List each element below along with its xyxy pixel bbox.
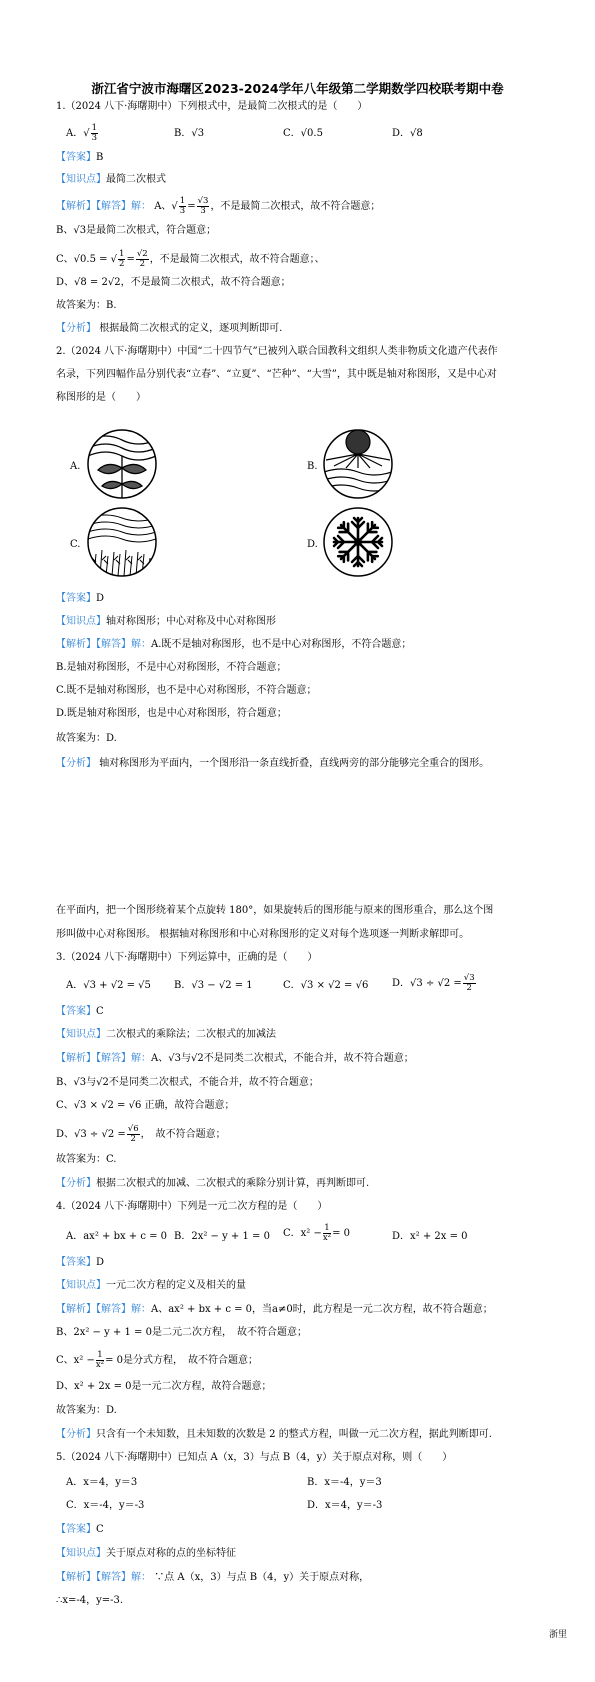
q5-option-c: C．x＝-4，y＝-3 <box>66 1500 145 1511</box>
q4-option-d: D．x² + 2x = 0 <box>392 1231 468 1242</box>
q3-solution-a: 【解析】【解答】解：A、√3与√2不是同类二次根式，不能合并，故不符合题意； <box>56 1053 414 1064</box>
q1-option-b: B．√3 <box>174 128 205 139</box>
q2-stem-line3: 称图形的是（ ） <box>56 392 146 403</box>
q1-solution-d: D、√8 = 2√2，不是最简二次根式，故不符合题意； <box>56 277 291 288</box>
q4-solution-d: D、x² + 2x = 0是一元二次方程，故符合题意； <box>56 1381 272 1392</box>
q2-stem-line1: 2.（2024 八下·海曙期中）中国“二十四节气”已被列入联合国教科文组织人类非物质文化遗产代表作 <box>56 346 498 357</box>
q4-option-b: B．2x² − y + 1 = 0 <box>174 1231 270 1242</box>
q3-solution-c: C、√3 × √2 = √6 正确，故符合题意； <box>56 1100 235 1111</box>
q5-therefore: ∴x=-4，y=-3. <box>56 1595 124 1606</box>
q3-conclusion: 故答案为：C. <box>56 1154 117 1165</box>
q5-option-d: D．x＝4，y＝-3 <box>307 1500 383 1511</box>
q3-option-a: A．√3 + √2 = √5 <box>66 980 151 991</box>
q1-conclusion: 故答案为：B. <box>56 300 117 311</box>
q4-solution-b: B、2x² − y + 1 = 0是二元二次方程， 故不符合题意； <box>56 1327 307 1338</box>
q3-comment: 【分析】根据二次根式的加减、二次根式的乘除分别计算，再判断即可. <box>56 1178 370 1189</box>
q4-stem: 4.（2024 八下·海曙期中）下列是一元二次方程的是（ ） <box>56 1201 328 1212</box>
q2-solution-1: 【解析】【解答】解：A.既不是轴对称图形，也不是中心对称图形，不符合题意； <box>56 639 412 650</box>
q1-option-d: D．√8 <box>392 128 423 139</box>
q3-solution-d: D、√3 ÷ √2 = $\frac{√6}{2}$ ， 故不符合题意； <box>56 1124 226 1144</box>
q4-conclusion: 故答案为：D. <box>56 1405 117 1416</box>
q1-answer: 【答案】B <box>56 152 104 163</box>
q2-option-d-image <box>322 506 394 578</box>
q2-conclusion: 故答案为：D. <box>56 733 117 744</box>
q2-solution-3: C.既不是轴对称图形，也不是中心对称图形，不符合题意； <box>56 685 317 696</box>
q1-comment: 【分析】 根据最简二次根式的定义，逐项判断即可. <box>56 323 283 334</box>
q2-comment-1: 【分析】 轴对称图形为平面内，一个图形沿一条直线折叠，直线两旁的部分能够完全重合的图形。 <box>56 758 490 769</box>
q1-option-c: C．√0.5 <box>283 128 323 139</box>
q2-stem-line2: 名录，下列四幅作品分别代表“立春”、“立夏”、“芒种”、“大雪”，其中既是轴对称图形，又是中心对 <box>56 369 497 380</box>
q1-knowledge: 【知识点】最简二次根式 <box>56 174 166 185</box>
q3-knowledge: 【知识点】二次根式的乘除法；二次根式的加减法 <box>56 1029 276 1040</box>
q5-option-b: B．x＝-4，y＝3 <box>307 1477 382 1488</box>
q4-option-a: A．ax² + bx + c = 0 <box>66 1231 168 1242</box>
q3-answer: 【答案】C <box>56 1006 104 1017</box>
q5-stem: 5.（2024 八下·海曙期中）已知点 A（x，3）与点 B（4，y）关于原点对称，则（ ） <box>56 1452 453 1463</box>
q2-option-b-label: B. <box>307 461 318 472</box>
q4-knowledge: 【知识点】一元二次方程的定义及相关的量 <box>56 1280 246 1291</box>
q2-option-a-image <box>86 428 158 500</box>
q2-comment-3: 形叫做中心对称图形。 根据轴对称图形和中心对称图形的定义对每个选项逐一判断求解即可。 <box>56 929 470 940</box>
q2-comment-2: 在平面内，把一个图形绕着某个点旋转 180°，如果旋转后的图形能与原来的图形重合，那么这个图 <box>56 905 494 916</box>
q1-option-a: A．√ $\frac{1}{3}$ <box>66 123 98 143</box>
q4-answer: 【答案】D <box>56 1257 105 1268</box>
q5-option-a: A．x＝4，y＝3 <box>66 1477 138 1488</box>
q2-solution-4: D.既是轴对称图形，也是中心对称图形，符合题意； <box>56 708 287 719</box>
q3-option-b: B．√3 − √2 = 1 <box>174 980 253 991</box>
q4-solution-a: 【解析】【解答】解：A、ax² + bx + c = 0，当a≠0时，此方程是一元二次方程，故不符合题意； <box>56 1304 493 1315</box>
q2-option-c-image <box>86 506 158 578</box>
q2-answer: 【答案】D <box>56 593 105 604</box>
page-footer: 浙里 <box>548 1630 567 1640</box>
q4-comment: 【分析】只含有一个未知数，且未知数的次数是 2 的整式方程，叫做一元二次方程，据此判断即可. <box>56 1429 492 1440</box>
q2-option-d-label: D. <box>307 539 318 550</box>
q5-solution: 【解析】【解答】解： ∵点 A（x，3）与点 B（4，y）关于原点对称， <box>56 1572 370 1583</box>
q1-stem: 1.（2024 八下·海曙期中）下列根式中，是最简二次根式的是（ ） <box>56 101 368 112</box>
q4-option-c: C．x² − $\frac{1}{\text{x²}}$ = 0 <box>283 1223 350 1243</box>
q4-solution-c: C、x² − $\frac{1}{\text{x²}}$ = 0是分式方程， 故不符合题意； <box>56 1350 258 1370</box>
q1-solution-b: B、√3是最简二次根式，符合题意； <box>56 225 217 236</box>
q2-solution-2: B.是轴对称图形，不是中心对称图形，不符合题意； <box>56 662 287 673</box>
q2-knowledge: 【知识点】轴对称图形；中心对称及中心对称图形 <box>56 616 276 627</box>
q2-option-a-label: A. <box>70 461 81 472</box>
q3-option-d: D．√3 ÷ √2 = $\frac{√3}{2}$ <box>392 973 475 993</box>
q1-solution-c: C、√0.5 = √ $\frac{1}{2}$ = $\frac{√2}{2}$ ，不是最简二次根式，故不符合题意；、 <box>56 249 325 269</box>
page-title: 浙江省宁波市海曙区2023-2024学年八年级第二学期数学四校联考期中卷 <box>91 81 504 96</box>
q5-knowledge: 【知识点】关于原点对称的点的坐标特征 <box>56 1548 236 1559</box>
q5-answer: 【答案】C <box>56 1524 104 1535</box>
q2-option-c-label: C. <box>70 539 81 550</box>
q3-stem: 3.（2024 八下·海曙期中）下列运算中，正确的是（ ） <box>56 952 318 963</box>
q3-option-c: C．√3 × √2 = √6 <box>283 980 369 991</box>
q3-solution-b: B、√3与√2不是同类二次根式，不能合并，故不符合题意； <box>56 1077 319 1088</box>
q1-solution-a: 【解析】【解答】解： A、√ $\frac{1}{3}$ = $\frac{√3}{3}$ ，不是最简二次根式，故不符合题意； <box>56 196 381 216</box>
q2-option-b-image <box>322 428 394 500</box>
